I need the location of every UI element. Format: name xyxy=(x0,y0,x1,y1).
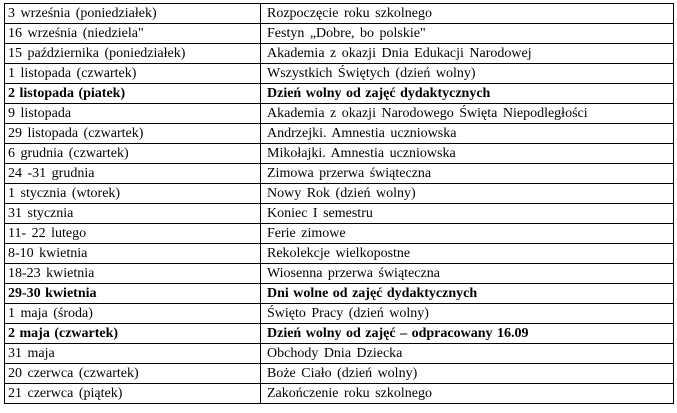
table-row xyxy=(5,204,674,224)
event-cell: Akademia z okazji Dnia Edukacji Narodowej xyxy=(261,44,674,64)
date-cell: 18-23 kwietnia xyxy=(5,264,261,284)
event-cell: Nowy Rok (dzień wolny) xyxy=(261,184,674,204)
table-row xyxy=(5,84,674,104)
table-row xyxy=(5,244,674,264)
event-cell: Wiosenna przerwa świąteczna xyxy=(261,264,674,284)
event-cell: Rekolekcje wielkopostne xyxy=(261,244,674,264)
table-row xyxy=(5,104,674,124)
event-cell: Zakończenie roku szkolnego xyxy=(261,384,674,404)
calendar-body xyxy=(5,4,674,404)
table-row xyxy=(5,344,674,364)
event-cell: Dzień wolny od zajęć – odpracowany 16.09 xyxy=(261,324,674,344)
table-row xyxy=(5,44,674,64)
table-row xyxy=(5,264,674,284)
date-cell: 16 września (niedziela" xyxy=(5,24,261,44)
event-cell: Festyn „Dobre, bo polskie" xyxy=(261,24,674,44)
date-cell: 8-10 kwietnia xyxy=(5,244,261,264)
table-row xyxy=(5,324,674,344)
event-cell: Mikołajki. Amnestia uczniowska xyxy=(261,144,674,164)
event-cell: Zimowa przerwa świąteczna xyxy=(261,164,674,184)
date-cell: 21 czerwca (piątek) xyxy=(5,384,261,404)
event-cell: Wszystkich Świętych (dzień wolny) xyxy=(261,64,674,84)
event-cell: Andrzejki. Amnestia uczniowska xyxy=(261,124,674,144)
date-cell: 20 czerwca (czwartek) xyxy=(5,364,261,384)
table-row xyxy=(5,144,674,164)
event-cell: Rozpoczęcie roku szkolnego xyxy=(261,4,674,24)
date-cell: 29-30 kwietnia xyxy=(5,284,261,304)
date-cell: 11- 22 lutego xyxy=(5,224,261,244)
table-row xyxy=(5,384,674,404)
table-row xyxy=(5,124,674,144)
event-cell: Dzień wolny od zajęć dydaktycznych xyxy=(261,84,674,104)
school-calendar-table xyxy=(4,3,674,404)
event-cell: Dni wolne od zajęć dydaktycznych xyxy=(261,284,674,304)
table-row xyxy=(5,224,674,244)
table-row xyxy=(5,304,674,324)
date-cell: 15 października (poniedziałek) xyxy=(5,44,261,64)
event-cell: Koniec I semestru xyxy=(261,204,674,224)
table-row xyxy=(5,24,674,44)
event-cell: Ferie zimowe xyxy=(261,224,674,244)
table-row xyxy=(5,284,674,304)
date-cell: 24 -31 grudnia xyxy=(5,164,261,184)
date-cell: 6 grudnia (czwartek) xyxy=(5,144,261,164)
date-cell: 2 listopada (piatek) xyxy=(5,84,261,104)
table-row xyxy=(5,64,674,84)
date-cell: 29 listopada (czwartek) xyxy=(5,124,261,144)
date-cell: 31 stycznia xyxy=(5,204,261,224)
table-row xyxy=(5,364,674,384)
table-row xyxy=(5,4,674,24)
date-cell: 3 września (poniedziałek) xyxy=(5,4,261,24)
event-cell: Obchody Dnia Dziecka xyxy=(261,344,674,364)
event-cell: Święto Pracy (dzień wolny) xyxy=(261,304,674,324)
table-row xyxy=(5,164,674,184)
date-cell: 31 maja xyxy=(5,344,261,364)
date-cell: 1 maja (środa) xyxy=(5,304,261,324)
date-cell: 2 maja (czwartek) xyxy=(5,324,261,344)
date-cell: 1 stycznia (wtorek) xyxy=(5,184,261,204)
date-cell: 9 listopada xyxy=(5,104,261,124)
date-cell: 1 listopada (czwartek) xyxy=(5,64,261,84)
table-row xyxy=(5,184,674,204)
event-cell: Akademia z okazji Narodowego Święta Niepodległości xyxy=(261,104,674,124)
event-cell: Boże Ciało (dzień wolny) xyxy=(261,364,674,384)
